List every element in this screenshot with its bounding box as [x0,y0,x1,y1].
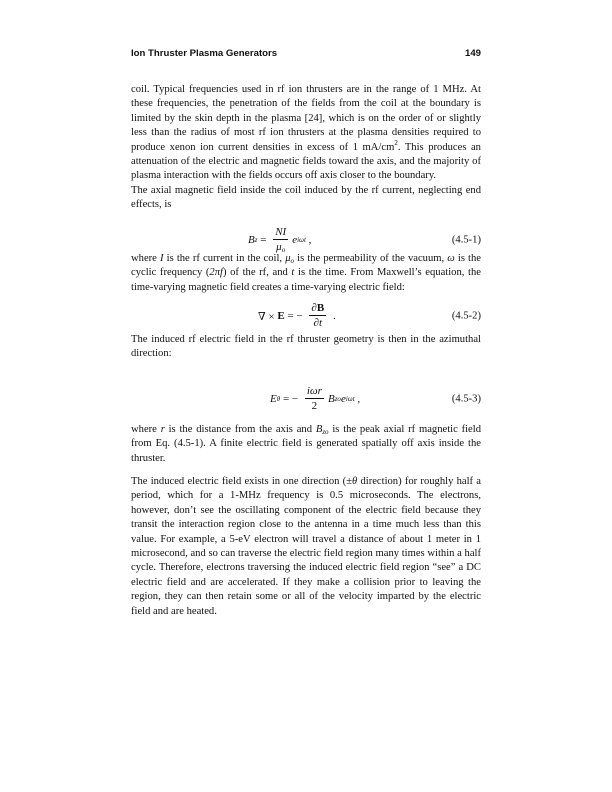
equation-number: (4.5-1) [451,234,481,246]
eq-subscript: z [254,236,258,244]
equation-expression [270,381,360,417]
eq-mu: μ [276,241,282,253]
paragraph-1-text-end: . This produces an attenuation of the electric and magnetic fields toward the axis, and the majority of plasma interaction with the fields occurs off axis closer to the boundary. [131,141,481,182]
paragraph-2: The axial magnetic field inside the coil induced by the rf current, neglecting end effects, is [131,185,481,211]
eq-punct: , [354,393,361,405]
var-B: B [315,424,323,435]
text: The induced electric field exists in one direction (± [131,476,353,487]
text: is the permeability of the vacuum, [294,253,448,264]
eq-exponent: iωt [297,236,306,244]
page-number: 149 [464,47,481,59]
paragraph-1-text: coil. Typical frequencies used in rf ion thrusters are in the range of 1 MHz. At these frequencies, the penetration of the fields from the coil at the boundary is limited by the skin depth in the plasma [24], which is on the order of or slightly less than the radius of most rf ion thrusters at the plasma densities required to produce xenon ion current densities in excess of 1 mA/cm [131,84,481,153]
eq-numerator: NI [275,226,287,238]
eq-exp-base: e [292,234,298,246]
eq-symbol: B [248,234,255,246]
var-I: I [160,253,164,264]
eq-B: B [316,302,325,314]
var-2pif: 2πf [209,267,223,279]
eq-operator: = − [280,393,301,405]
eq-E: E [277,310,285,322]
eq-exponent: iωt [345,395,355,403]
eq-symbol: E [270,393,277,405]
text: direction) for roughly half a period, which for a 1-MHz frequency is 0.5 microseconds. The electrons, however, don’t see the oscillating component of the electric field because they transit the interaction region close to the antenna in a time much less than this value. For example, a 5-eV electron will travel a distance of about 1 meter in 1 microsecond, and so can traverse the electric field region many times within a half cycle. Therefore, electrons traversing the induced electric field region “see” a DC electric field and are accelerated. If they make a collision prior to leaving the region, they can then retain some or all of the velocity imparted by the electric field and are heated. [131,476,481,617]
eq-subscript: θ [276,395,281,403]
text: ) of the rf, and [222,267,292,279]
subscript: o [290,257,295,265]
text: is the peak axial rf magnetic field from Eq. (4.5-1). A finite electric field is generated spatially off axis inside the thruster. [131,424,481,464]
text: is the cyclic frequency ( [131,253,481,279]
page-header [131,46,481,60]
paragraph-4: The induced rf electric field in the rf thruster geometry is then in the azimuthal direction: [131,334,481,360]
text: is the time. From Maxwell’s equation, the time-varying magnetic field creates a time-varying electric field: [131,267,481,293]
text: where [131,424,161,435]
equation-4-5-3 [131,381,481,417]
eq-punct: . [330,310,336,322]
eq-punct: , [305,234,312,246]
eq-partial: ∂ [311,302,317,314]
eq-denominator: 2 [311,400,318,412]
text: is the rf current in the coil, [163,253,286,264]
eq-fraction [273,226,288,254]
eq-operator: = − [284,310,306,322]
equation-4-5-2 [131,298,481,334]
paragraph-3 [131,252,481,295]
paragraph-6 [131,475,481,619]
text: is the distance from the axis and [164,424,316,435]
var-r: r [160,424,165,435]
equation-number: (4.5-2) [451,310,481,322]
eq-fraction [309,302,326,330]
equation-number: (4.5-3) [451,393,481,405]
eq-denominator: ∂t [313,317,323,329]
running-title: Ion Thruster Plasma Generators [131,47,278,59]
var-omega: ω [447,253,455,264]
eq-subscript: o [281,246,286,254]
var-mu: μ [285,253,291,264]
eq-operator: = [257,234,270,246]
superscript: 2 [394,138,398,147]
paragraph-1 [131,83,481,184]
eq-B: B [327,393,335,405]
eq-exp-base: e [340,393,346,405]
eq-nabla: ∇ × [258,310,278,323]
text: where [131,253,160,264]
eq-numerator [309,302,326,316]
eq-numerator: iωr [306,385,322,397]
var-theta: θ [352,476,358,487]
paragraph-5 [131,423,481,466]
var-t: t [291,267,295,279]
equation-expression [258,298,336,334]
subscript: zo [322,428,329,436]
eq-fraction [305,385,324,413]
eq-subscript: zo [334,395,341,403]
